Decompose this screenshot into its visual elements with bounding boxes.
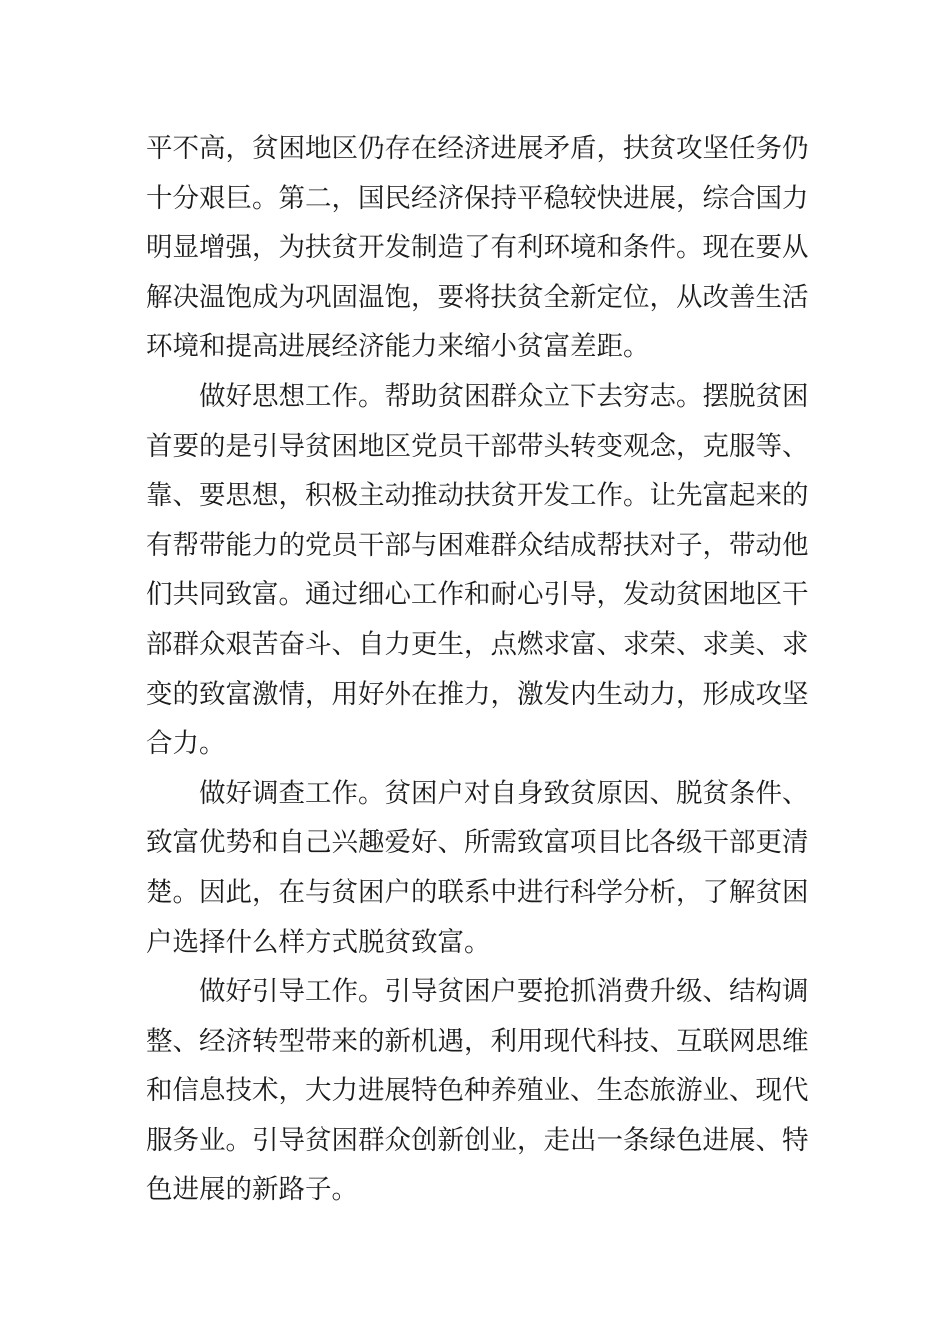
paragraph-3-line-3: 楚。因此，在与贫困户的联系中进行科学分析，了解贫困 [146, 876, 809, 908]
paragraph-3-line-4: 户选择什么样方式脱贫致富。 [146, 926, 491, 958]
paragraph-1-line-2: 十分艰巨。第二，国民经济保持平稳较快进展，综合国力 [146, 182, 809, 214]
paragraph-2-line-2: 首要的是引导贫困地区党员干部带头转变观念，克服等、 [146, 430, 809, 462]
document-body [146, 124, 808, 1215]
paragraph-2-line-1: 做好思想工作。帮助贫困群众立下去穷志。摆脱贫困 [199, 380, 809, 412]
paragraph-3-line-2: 致富优势和自己兴趣爱好、所需致富项目比各级干部更清 [146, 827, 809, 859]
paragraph-2-line-6: 部群众艰苦奋斗、自力更生，点燃求富、求荣、求美、求 [146, 628, 809, 660]
paragraph-4-line-2: 整、经济转型带来的新机遇，利用现代科技、互联网思维 [146, 1025, 809, 1057]
paragraph-2-line-5: 们共同致富。通过细心工作和耐心引导，发动贫困地区干 [146, 579, 809, 611]
paragraph-2-line-8: 合力。 [146, 728, 226, 760]
paragraph-3-line-1: 做好调查工作。贫困户对自身致贫原因、脱贫条件、 [199, 777, 809, 809]
paragraph-2-line-3: 靠、要思想，积极主动推动扶贫开发工作。让先富起来的 [146, 480, 809, 512]
paragraph-4-line-1: 做好引导工作。引导贫困户要抢抓消费升级、结构调 [199, 976, 809, 1008]
paragraph-1-line-1: 平不高，贫困地区仍存在经济进展矛盾，扶贫攻坚任务仍 [146, 133, 809, 164]
paragraph-4-line-4: 服务业。引导贫困群众创新创业，走出一条绿色进展、特 [146, 1124, 809, 1156]
paragraph-1-line-3: 明显增强，为扶贫开发制造了有利环境和条件。现在要从 [146, 232, 809, 264]
paragraph-1-line-4: 解决温饱成为巩固温饱，要将扶贫全新定位，从改善生活 [146, 281, 809, 313]
paragraph-1-line-5: 环境和提高进展经济能力来缩小贫富差距。 [146, 331, 650, 363]
paragraph-4-line-5: 色进展的新路子。 [146, 1174, 358, 1206]
paragraph-4-line-3: 和信息技术，大力进展特色种养殖业、生态旅游业、现代 [146, 1075, 809, 1107]
paragraph-2-line-7: 变的致富激情，用好外在推力，激发内生动力，形成攻坚 [146, 678, 809, 710]
paragraph-2-line-4: 有帮带能力的党员干部与困难群众结成帮扶对子，带动他 [146, 529, 809, 561]
